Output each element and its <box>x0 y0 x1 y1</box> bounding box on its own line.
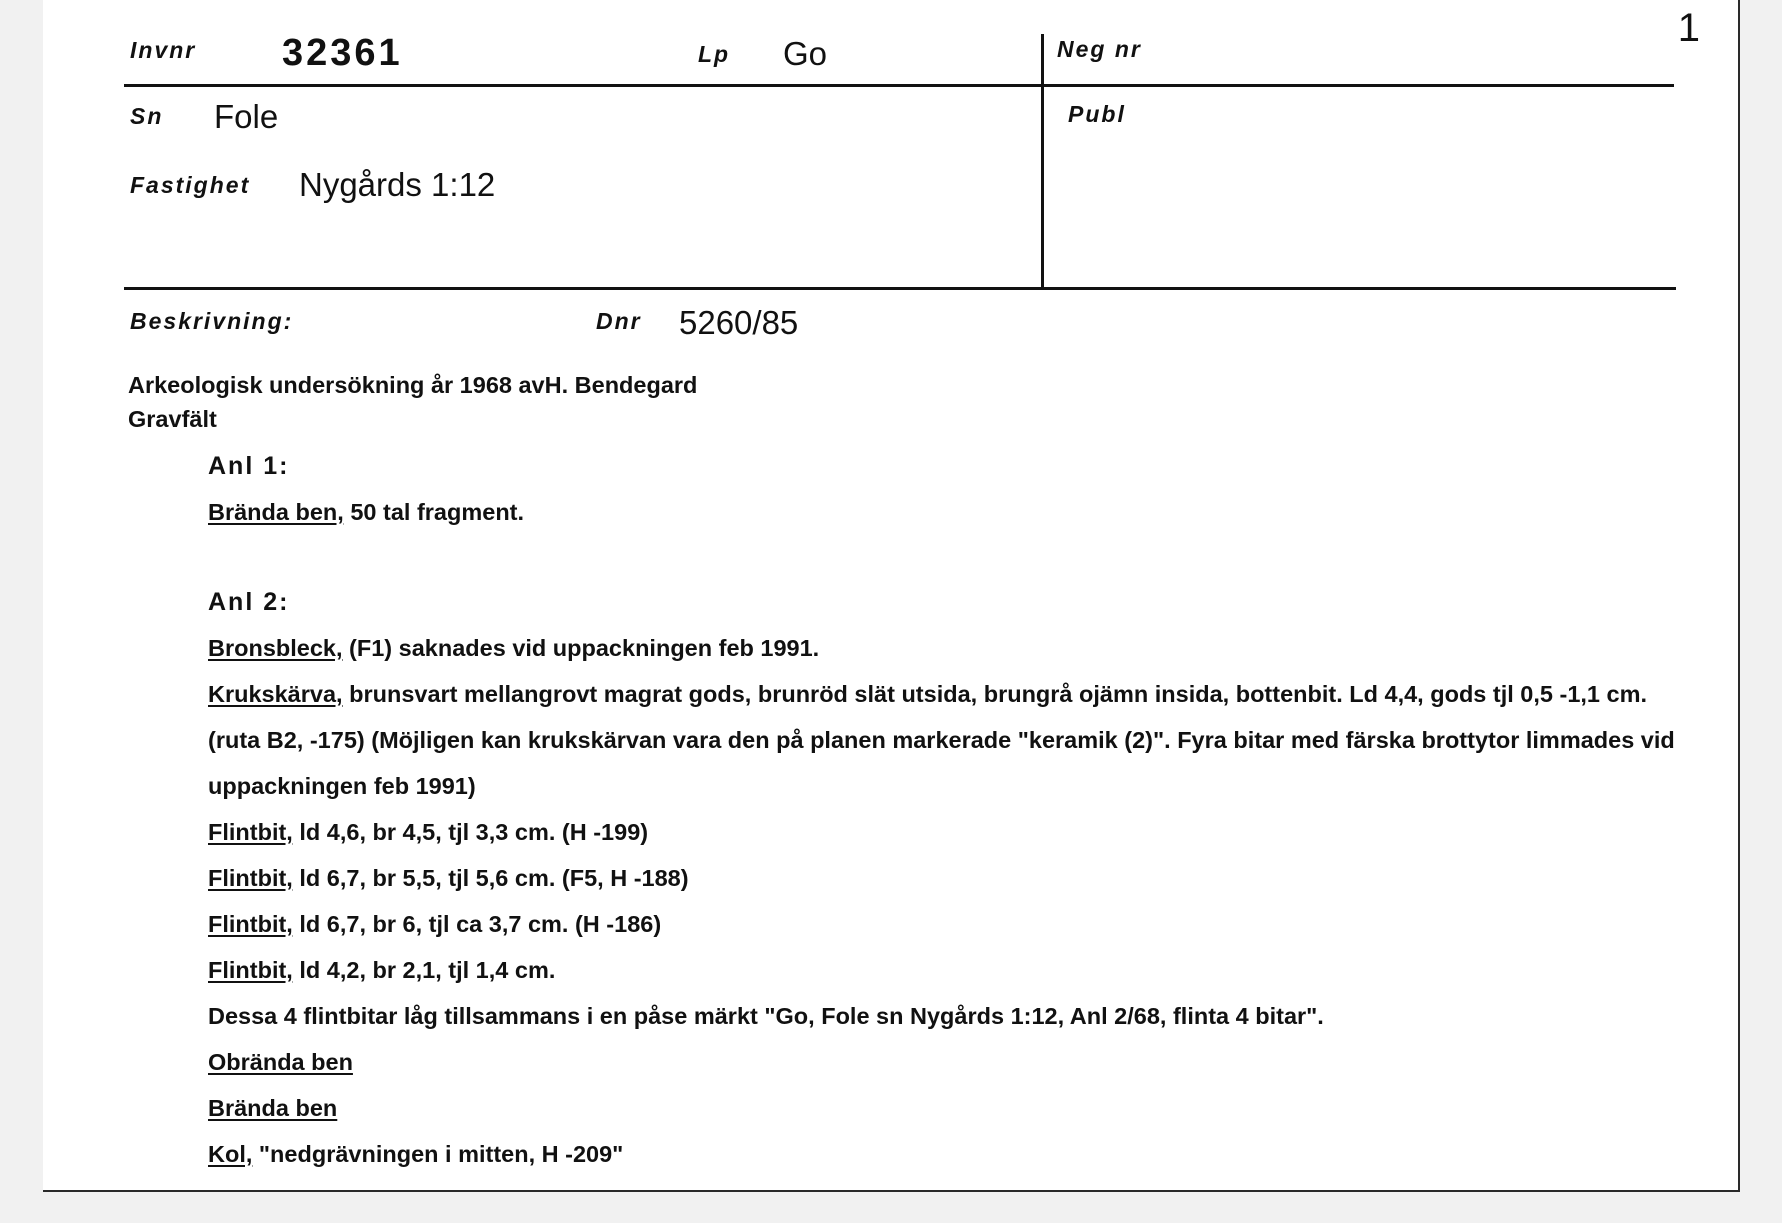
item-title: Flintbit, <box>208 911 293 937</box>
list-item <box>208 993 1688 1039</box>
item-title: Obrända ben <box>208 1049 353 1075</box>
item-title: Kol, <box>208 1141 253 1167</box>
intro-line: Gravfält <box>128 406 217 432</box>
item-text: ld 6,7, br 5,5, tjl 5,6 cm. (F5, H -188) <box>292 865 689 891</box>
list-item <box>208 1085 1688 1131</box>
sn-label: Sn <box>130 103 164 129</box>
anl1-heading: Anl 1: <box>208 452 290 480</box>
item-title: Flintbit, <box>208 957 293 983</box>
item-text: "nedgrävningen i mitten, H -209" <box>252 1141 624 1167</box>
description-intro <box>128 368 1688 436</box>
header-vertical-divider <box>1041 34 1044 289</box>
item-title: Krukskärva, <box>208 681 343 707</box>
lp-label: Lp <box>698 41 731 67</box>
item-title: Flintbit, <box>208 865 293 891</box>
invnr-value: 32361 <box>282 32 403 74</box>
item-title: Brända ben, <box>208 499 344 525</box>
list-item <box>208 1131 1688 1177</box>
intro-line: Arkeologisk undersökning år 1968 avH. Bendegard <box>128 372 698 398</box>
item-text: (F1) saknades vid uppackningen feb 1991. <box>342 635 820 661</box>
list-item <box>208 671 1688 809</box>
list-item <box>208 809 1688 855</box>
invnr-label: Invnr <box>130 37 197 63</box>
list-item <box>208 947 1688 993</box>
item-title: Flintbit, <box>208 819 293 845</box>
dnr-label: Dnr <box>596 308 642 334</box>
list-item <box>208 489 1688 535</box>
dnr-value: 5260/85 <box>679 304 799 341</box>
anl2-heading: Anl 2: <box>208 588 290 616</box>
item-text: brunsvart mellangrovt magrat gods, brunröd slät utsida, brungrå ojämn insida, bottenbit. Ld 4,4, gods tjl 0,5 -1,1 cm. (ruta B2, -175) (Möjligen kan krukskärvan vara den på planen markerade "keramik (2)". Fyra bitar med färska brottytor limmades vid uppackningen feb 1991) <box>208 681 1675 799</box>
item-title: Brända ben <box>208 1095 338 1121</box>
negnr-label: Neg nr <box>1057 36 1142 62</box>
lp-value: Go <box>783 35 828 72</box>
header-divider-bottom <box>124 287 1676 290</box>
item-text: ld 6,7, br 6, tjl ca 3,7 cm. (H -186) <box>292 911 662 937</box>
item-text: Dessa 4 flintbitar låg tillsammans i en påse märkt "Go, Fole sn Nygårds 1:12, Anl 2/68, flinta 4 bitar". <box>208 1003 1324 1029</box>
sn-value: Fole <box>214 98 279 135</box>
card-number: 1 <box>1677 6 1700 50</box>
anl2-section <box>208 579 1688 1177</box>
fastighet-value: Nygårds 1:12 <box>299 166 496 203</box>
item-text: ld 4,6, br 4,5, tjl 3,3 cm. (H -199) <box>292 819 649 845</box>
publ-label: Publ <box>1068 101 1126 127</box>
list-item <box>208 625 1688 671</box>
list-item <box>208 1039 1688 1085</box>
list-item <box>208 855 1688 901</box>
item-text: 50 tal fragment. <box>343 499 525 525</box>
item-title: Bronsbleck, <box>208 635 343 661</box>
fastighet-label: Fastighet <box>130 172 251 198</box>
anl1-section <box>208 443 1688 535</box>
item-text: ld 4,2, br 2,1, tjl 1,4 cm. <box>292 957 556 983</box>
list-item <box>208 901 1688 947</box>
header-divider-top <box>124 84 1674 87</box>
beskrivning-label: Beskrivning: <box>130 308 294 334</box>
